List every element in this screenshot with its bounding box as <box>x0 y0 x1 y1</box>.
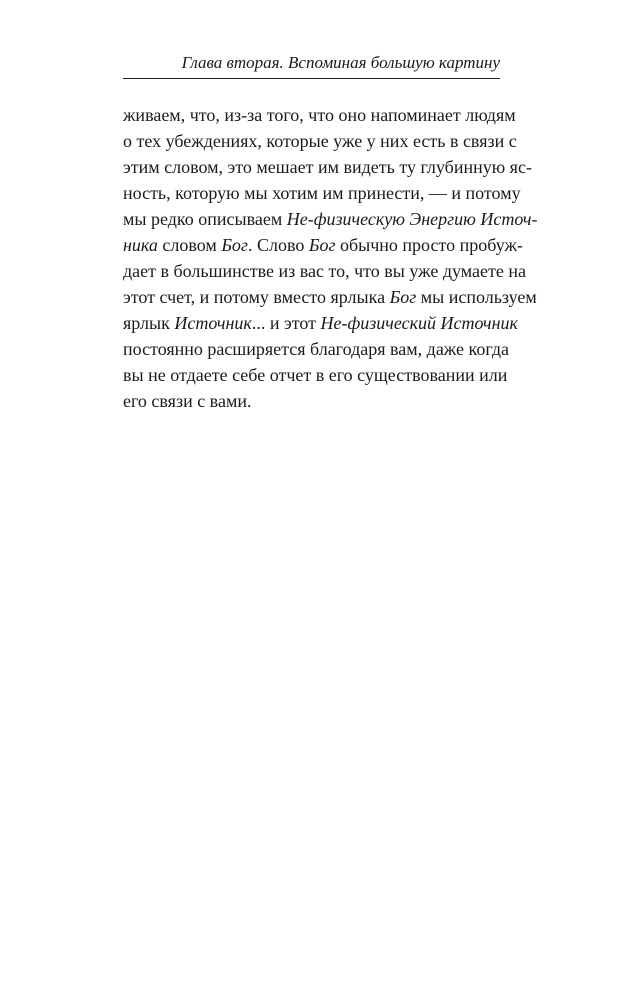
text-line <box>123 154 532 180</box>
running-head: Глава вторая. Вспоминая большую картину <box>181 53 500 72</box>
italic-text-run: Не-физическую Энергию Источ- <box>286 209 538 229</box>
italic-text-run: Бог <box>389 287 417 307</box>
text-run: . Слово <box>247 235 309 255</box>
italic-text-run: ника <box>123 235 158 255</box>
text-run: этим словом, это мешает им видеть ту глубинную яс- <box>123 157 532 177</box>
text-line <box>123 310 518 336</box>
text-line <box>123 388 500 414</box>
text-run: словом <box>157 235 222 255</box>
text-run: мы используем <box>416 287 537 307</box>
text-line <box>123 258 526 284</box>
text-line <box>123 362 508 388</box>
text-run: постоянно расширяется благодаря вам, даже когда <box>123 339 509 359</box>
text-run: вы не отдаете себе отчет в его существовании или <box>123 365 508 385</box>
text-run: живаем, что, из-за того, что оно напоминает людям <box>123 105 516 125</box>
text-line <box>123 284 537 310</box>
text-run: ... и этот <box>251 313 321 333</box>
text-line <box>123 128 517 154</box>
body-paragraph <box>123 102 538 414</box>
italic-text-run: Бог <box>221 235 248 255</box>
text-line <box>123 336 509 362</box>
italic-text-run: Не-физический Источник <box>320 313 518 333</box>
text-line <box>123 102 516 128</box>
running-head-rule <box>123 78 500 79</box>
text-run: обычно просто пробуж- <box>335 235 523 255</box>
text-run: о тех убеждениях, которые уже у них есть в связи с <box>123 131 517 151</box>
text-line <box>123 206 538 232</box>
italic-text-run: Источник <box>174 313 252 333</box>
text-run: ность, которую мы хотим им принести, — и потому <box>123 183 521 203</box>
text-line <box>123 232 523 258</box>
text-run: его связи с вами. <box>123 391 252 411</box>
italic-text-run: Бог <box>308 235 336 255</box>
text-run: дает в большинстве из вас то, что вы уже думаете на <box>123 261 526 281</box>
text-line <box>123 180 521 206</box>
text-run: мы редко описываем <box>123 209 287 229</box>
text-run: ярлык <box>123 313 175 333</box>
text-run: этот счет, и потому вместо ярлыка <box>123 287 390 307</box>
